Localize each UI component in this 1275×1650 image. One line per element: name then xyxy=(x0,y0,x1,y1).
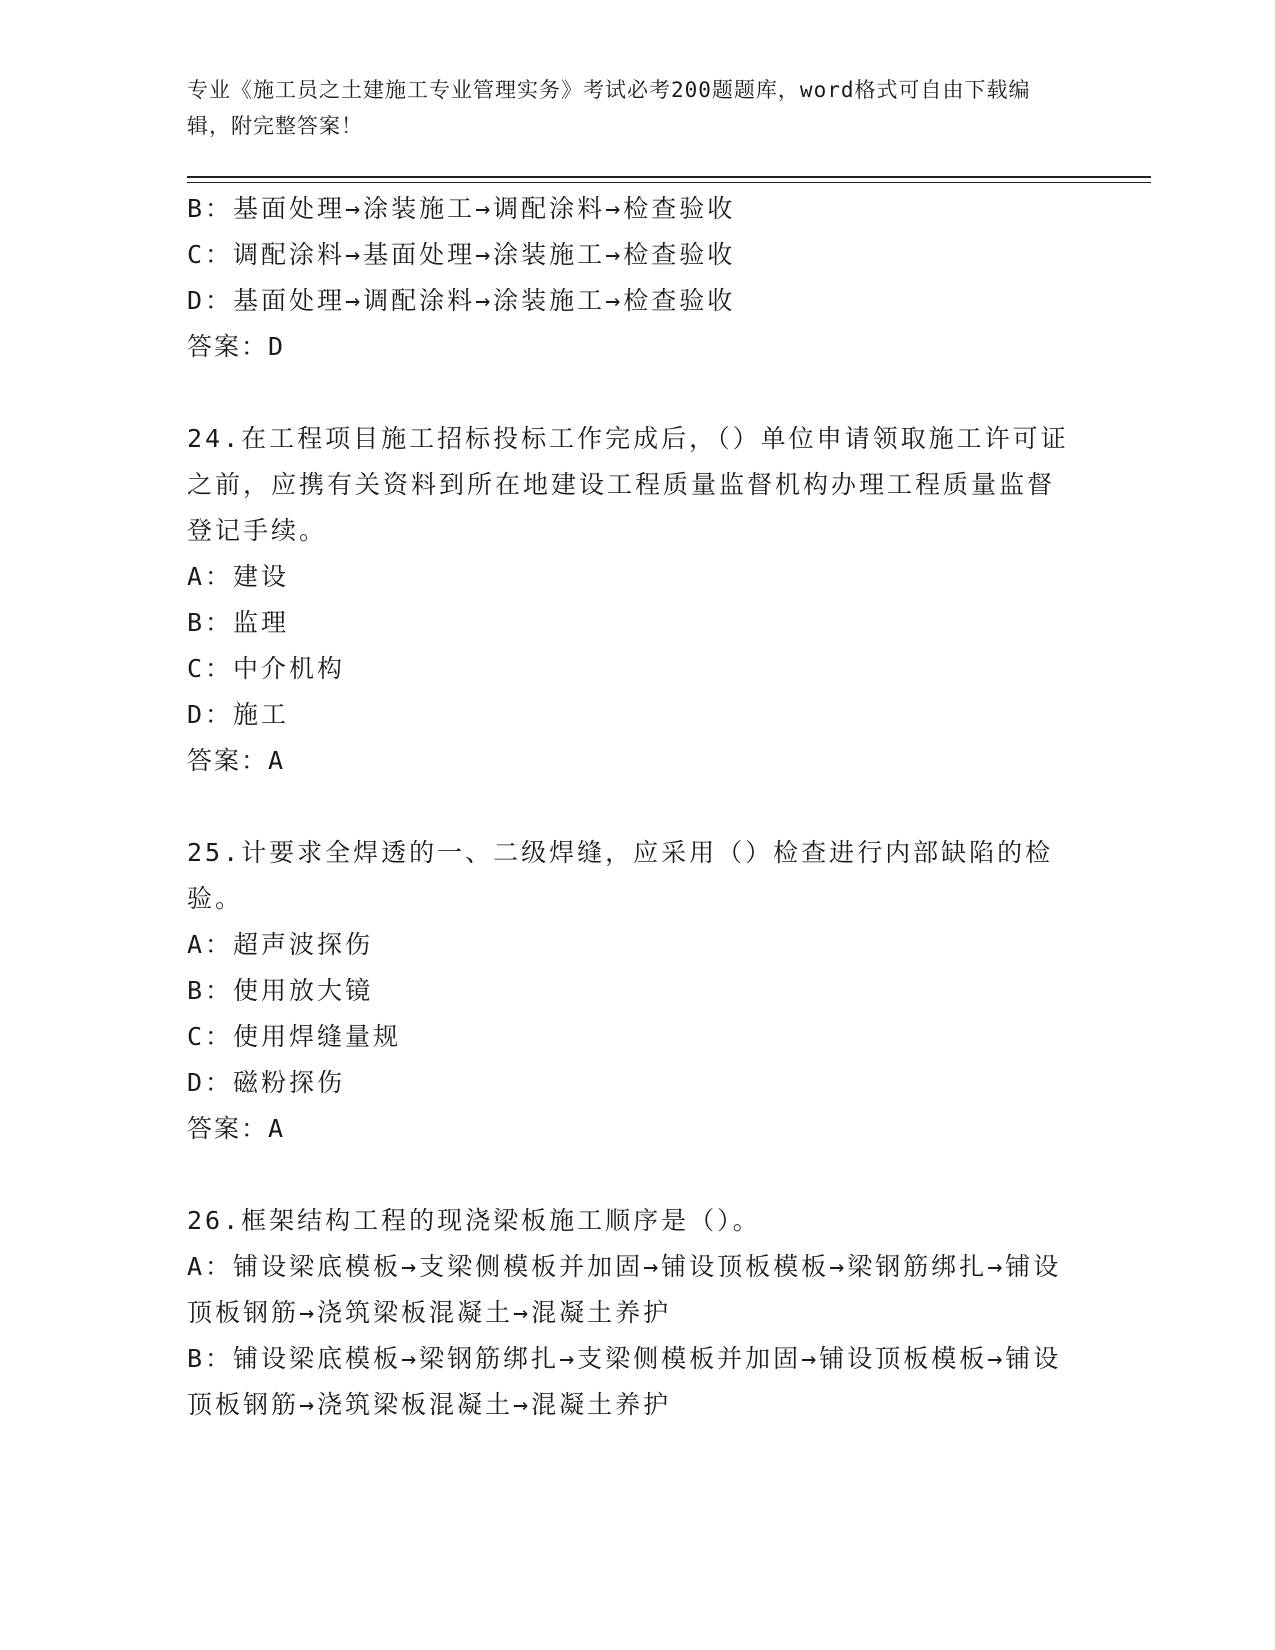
option-c: C：使用焊缝量规 xyxy=(187,1022,402,1051)
option-a: A：超声波探伤 xyxy=(187,930,374,959)
option-d: D：施工 xyxy=(187,700,290,729)
header-divider-thin xyxy=(187,182,1151,183)
question-list xyxy=(187,186,1077,1428)
question-stem: 24.在工程项目施工招标投标工作完成后，（）单位申请领取施工许可证之前，应携有关资料到所在地建设工程质量监督机构办理工程质量监督登记手续。 xyxy=(187,424,1069,545)
option-a: A：铺设梁底模板→支梁侧模板并加固→铺设顶板模板→梁钢筋绑扎→铺设顶板钢筋→浇筑梁板混凝土→混凝土养护 xyxy=(187,1252,1062,1327)
question-25 xyxy=(187,830,1077,1152)
answer-line: 答案：A xyxy=(187,746,286,775)
header-divider-thick xyxy=(187,176,1151,178)
option-c: C：调配涂料→基面处理→涂装施工→检查验收 xyxy=(187,240,736,269)
question-26 xyxy=(187,1198,1077,1428)
option-b: B：监理 xyxy=(187,608,290,637)
answer-line: 答案：A xyxy=(187,1114,286,1143)
question-stem: 26.框架结构工程的现浇梁板施工顺序是（）。 xyxy=(187,1206,761,1235)
option-a: A：建设 xyxy=(187,562,290,591)
question-stem: 25.计要求全焊透的一、二级焊缝，应采用（）检查进行内部缺陷的检验。 xyxy=(187,838,1054,913)
option-d: D：基面处理→调配涂料→涂装施工→检查验收 xyxy=(187,286,736,315)
question-23-continuation xyxy=(187,186,1077,370)
question-24 xyxy=(187,416,1077,784)
answer-line: 答案：D xyxy=(187,332,286,361)
option-b: B：铺设梁底模板→梁钢筋绑扎→支梁侧模板并加固→铺设顶板模板→铺设顶板钢筋→浇筑梁板混凝土→混凝土养护 xyxy=(187,1344,1062,1419)
option-b: B：使用放大镜 xyxy=(187,976,374,1005)
document-header xyxy=(187,72,1067,144)
option-d: D：磁粉探伤 xyxy=(187,1068,346,1097)
option-c: C：中介机构 xyxy=(187,654,346,683)
option-b: B：基面处理→涂装施工→调配涂料→检查验收 xyxy=(187,194,736,223)
header-text: 专业《施工员之土建施工专业管理实务》考试必考200题题库，word格式可自由下载编辑，附完整答案！ xyxy=(187,78,1031,138)
